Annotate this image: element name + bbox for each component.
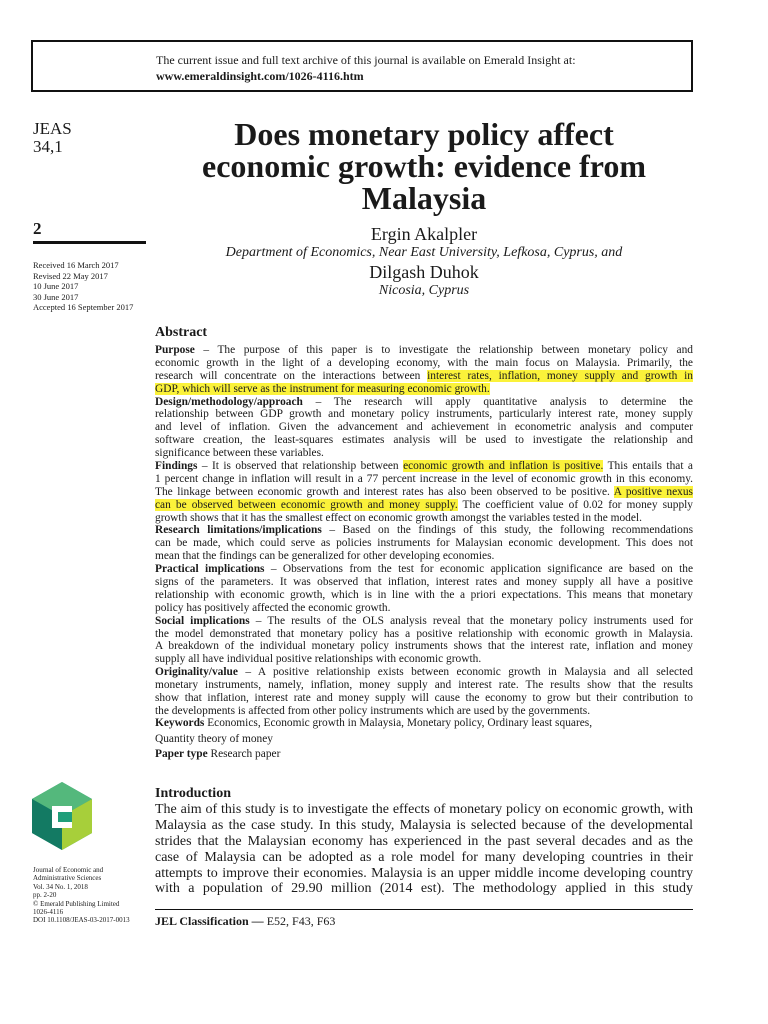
paragraph-line: case of Malaysia can be adopted as a role model for many developing countries in their xyxy=(155,849,693,865)
abstract-line: Originality/value – A positive relationship exists between economic growth in Malaysia and all selected xyxy=(155,666,693,679)
title-line: Malaysia xyxy=(361,180,487,216)
publication-meta xyxy=(33,866,130,925)
highlight: A positive nexus xyxy=(613,485,693,498)
date-revised: Revised 22 May 2017 xyxy=(33,270,108,281)
access-notice-box xyxy=(31,40,693,92)
abstract-line: growth shows that it has the smallest effect on economic growth amongst the variables tested in the model. xyxy=(155,511,642,524)
abstract-line: Social implications – The results of the OLS analysis reveal that the monetary policy instruments used for xyxy=(155,614,693,627)
abstract-line: A breakdown of the individual monetary policy instruments shows that the interest rate, inflation and money xyxy=(155,640,693,653)
abstract-line: The linkage between economic growth and interest rates has also been observed to be positive. A positive nexus xyxy=(155,485,693,498)
keywords-line: Keywords Economics, Economic growth in Malaysia, Monetary policy, Ordinary least squares, xyxy=(155,717,593,729)
section-label: Findings xyxy=(155,460,198,473)
section-label: Design/methodology/approach xyxy=(155,395,303,408)
abstract-line: can be made, which could serve as policies instruments for Malaysian economic development. This does not xyxy=(155,537,693,550)
abstract-line: the model demonstrated that monetary policy has a positive relationship with economic growth in Malaysia. xyxy=(155,627,693,640)
abstract-line: signs of the parameters. It was observed that inflation, interest rates and money supply all have a positive xyxy=(155,576,693,589)
abstract-line: and level of inflation. Given the advancement and achievement in econometric analysis and computer xyxy=(155,421,693,434)
meta-line: Journal of Economic and xyxy=(33,866,104,874)
paragraph-line: Malaysia as the case study. In this study, Malaysia is selected because of the developmental xyxy=(155,817,693,833)
emerald-publishing-logo-icon xyxy=(32,782,92,850)
abstract-line: relationship between GDP growth and monetary policy instruments, particularly interest rate, money supply xyxy=(155,408,693,421)
meta-line: © Emerald Publishing Limited xyxy=(33,899,120,908)
highlight: can be observed between economic growth and money supply. xyxy=(155,498,458,511)
abstract-heading: Abstract xyxy=(155,325,208,340)
access-notice-text: The current issue and full text archive of this journal is available on Emerald Insight at: xyxy=(156,53,576,67)
author-block xyxy=(155,224,693,300)
journal-abbrev: JEAS xyxy=(33,119,72,138)
jel-codes: E52, F43, F63 xyxy=(263,914,336,928)
abstract-line: show that inflation, interest rate and money supply will cause the economy to grow but their contribution to xyxy=(155,692,693,705)
date-revised-3: 30 June 2017 xyxy=(33,291,79,302)
article-title xyxy=(155,118,693,214)
abstract-line: software creation, the least-squares estimates analysis will be used to investigate the relationship and xyxy=(155,434,693,447)
meta-line: 1026-4116 xyxy=(33,908,64,917)
keywords-label: Keywords xyxy=(155,717,205,729)
highlight: GDP, which will serve as the instrument for measuring economic growth. xyxy=(155,382,490,395)
section-label: Originality/value xyxy=(155,666,238,679)
page-number-rule xyxy=(33,241,146,244)
date-revised-2: 10 June 2017 xyxy=(33,281,79,291)
abstract-body xyxy=(155,344,693,718)
page-number: 2 xyxy=(33,219,42,238)
paragraph-line: The aim of this study is to investigate the effects of monetary policy on economic growth, with xyxy=(155,802,693,817)
paper-type-label: Paper type xyxy=(155,748,208,760)
abstract-line: can be observed between economic growth and money supply. The coefficient value of 0.02 for money supply xyxy=(155,498,693,511)
abstract-line: policy has positively affected the economic growth. xyxy=(155,601,391,614)
abstract-line: supply all have individual positive relationships with economic growth. xyxy=(155,653,482,666)
date-accepted: Accepted 16 September 2017 xyxy=(33,302,134,312)
footnote-rule xyxy=(155,909,693,910)
section-label: Social implications xyxy=(155,614,250,627)
section-label: Research limitations/implications xyxy=(155,524,322,537)
highlight: interest rates, inflation, money supply and growth in xyxy=(427,369,693,382)
journal-identifier xyxy=(33,120,72,156)
abstract-line: the developments is affected from other policy instruments which are used by the governments. xyxy=(155,704,591,717)
author-name: Ergin Akalpler xyxy=(370,224,478,244)
abstract-line: significance between these variables. xyxy=(155,447,324,460)
highlight: economic growth and inflation is positive. xyxy=(403,460,604,473)
meta-line: pp. 2-20 xyxy=(33,891,57,900)
meta-line: Vol. 34 No. 1, 2018 xyxy=(33,882,88,891)
abstract-line: Purpose – The purpose of this paper is to investigate the relationship between monetary policy and xyxy=(155,344,693,356)
keywords-block xyxy=(155,716,592,763)
journal-volume-issue: 34,1 xyxy=(33,137,63,156)
paragraph-line: attempts to improve their economies. Malaysia is an upper middle income developing country xyxy=(155,865,693,881)
meta-line: Administrative Sciences xyxy=(33,874,102,883)
abstract-line: relationship with economic growth, which is in line with the a priori expectations. This means that monetary xyxy=(155,588,693,601)
abstract-line: mean that the findings can be generalized for other developing economies. xyxy=(155,550,495,563)
abstract-line: 1 percent change in inflation will result in a 77 percent increase in the level of economic growth in this economy. xyxy=(155,472,693,485)
abstract-line: Practical implications – Observations from the test for economic application significance are based on the xyxy=(155,563,693,576)
paper-type: Paper type Research paper xyxy=(155,748,281,760)
author-name: Dilgash Duhok xyxy=(369,262,479,282)
abstract-line: economic growth in the light of a developing economy, with the main focus on Malaysia. Primarily, the xyxy=(155,356,693,369)
section-label: Practical implications xyxy=(155,563,265,576)
abstract-line xyxy=(155,383,693,396)
abstract-line: Design/methodology/approach – The research will apply quantitative analysis to determine the xyxy=(155,395,693,408)
title-line: economic growth: evidence from xyxy=(201,148,647,184)
title-line: Does monetary policy affect xyxy=(234,116,614,152)
date-received: Received 16 March 2017 xyxy=(33,260,119,270)
introduction-body xyxy=(155,802,693,897)
author-affiliation: Nicosia, Cyprus xyxy=(378,283,470,298)
journal-url-link[interactable]: www.emeraldinsight.com/1026-4116.htm xyxy=(156,69,364,83)
jel-classification xyxy=(155,914,335,929)
abstract-line: research will concentrate on the interactions between interest rates, inflation, money supply and growth in xyxy=(155,369,693,382)
section-label: Purpose xyxy=(155,344,195,356)
author-affiliation: Department of Economics, Near East University, Lefkosa, Cyprus, and xyxy=(225,245,623,260)
keywords-line: Quantity theory of money xyxy=(155,732,273,745)
doi[interactable]: DOI 10.1108/JEAS-03-2017-0013 xyxy=(33,916,130,925)
abstract-line: Findings – It is observed that relationship between economic growth and inflation is positive. This entails that a xyxy=(155,460,693,473)
introduction-heading: Introduction xyxy=(155,786,231,801)
abstract-line: monetary instruments, namely, inflation, money supply and interest rate. The results show that the results xyxy=(155,679,693,692)
paragraph-line: with a population of 29.90 million (2014 est). The methodology applied in this study xyxy=(155,881,693,897)
abstract-line: Research limitations/implications – Based on the findings of this study, the following recommendations xyxy=(155,524,693,537)
article-history xyxy=(33,260,133,313)
jel-label: JEL Classification — xyxy=(155,914,264,928)
paragraph-line: strides that the Malaysian economy has experienced in the past several decades and as the xyxy=(155,833,693,849)
